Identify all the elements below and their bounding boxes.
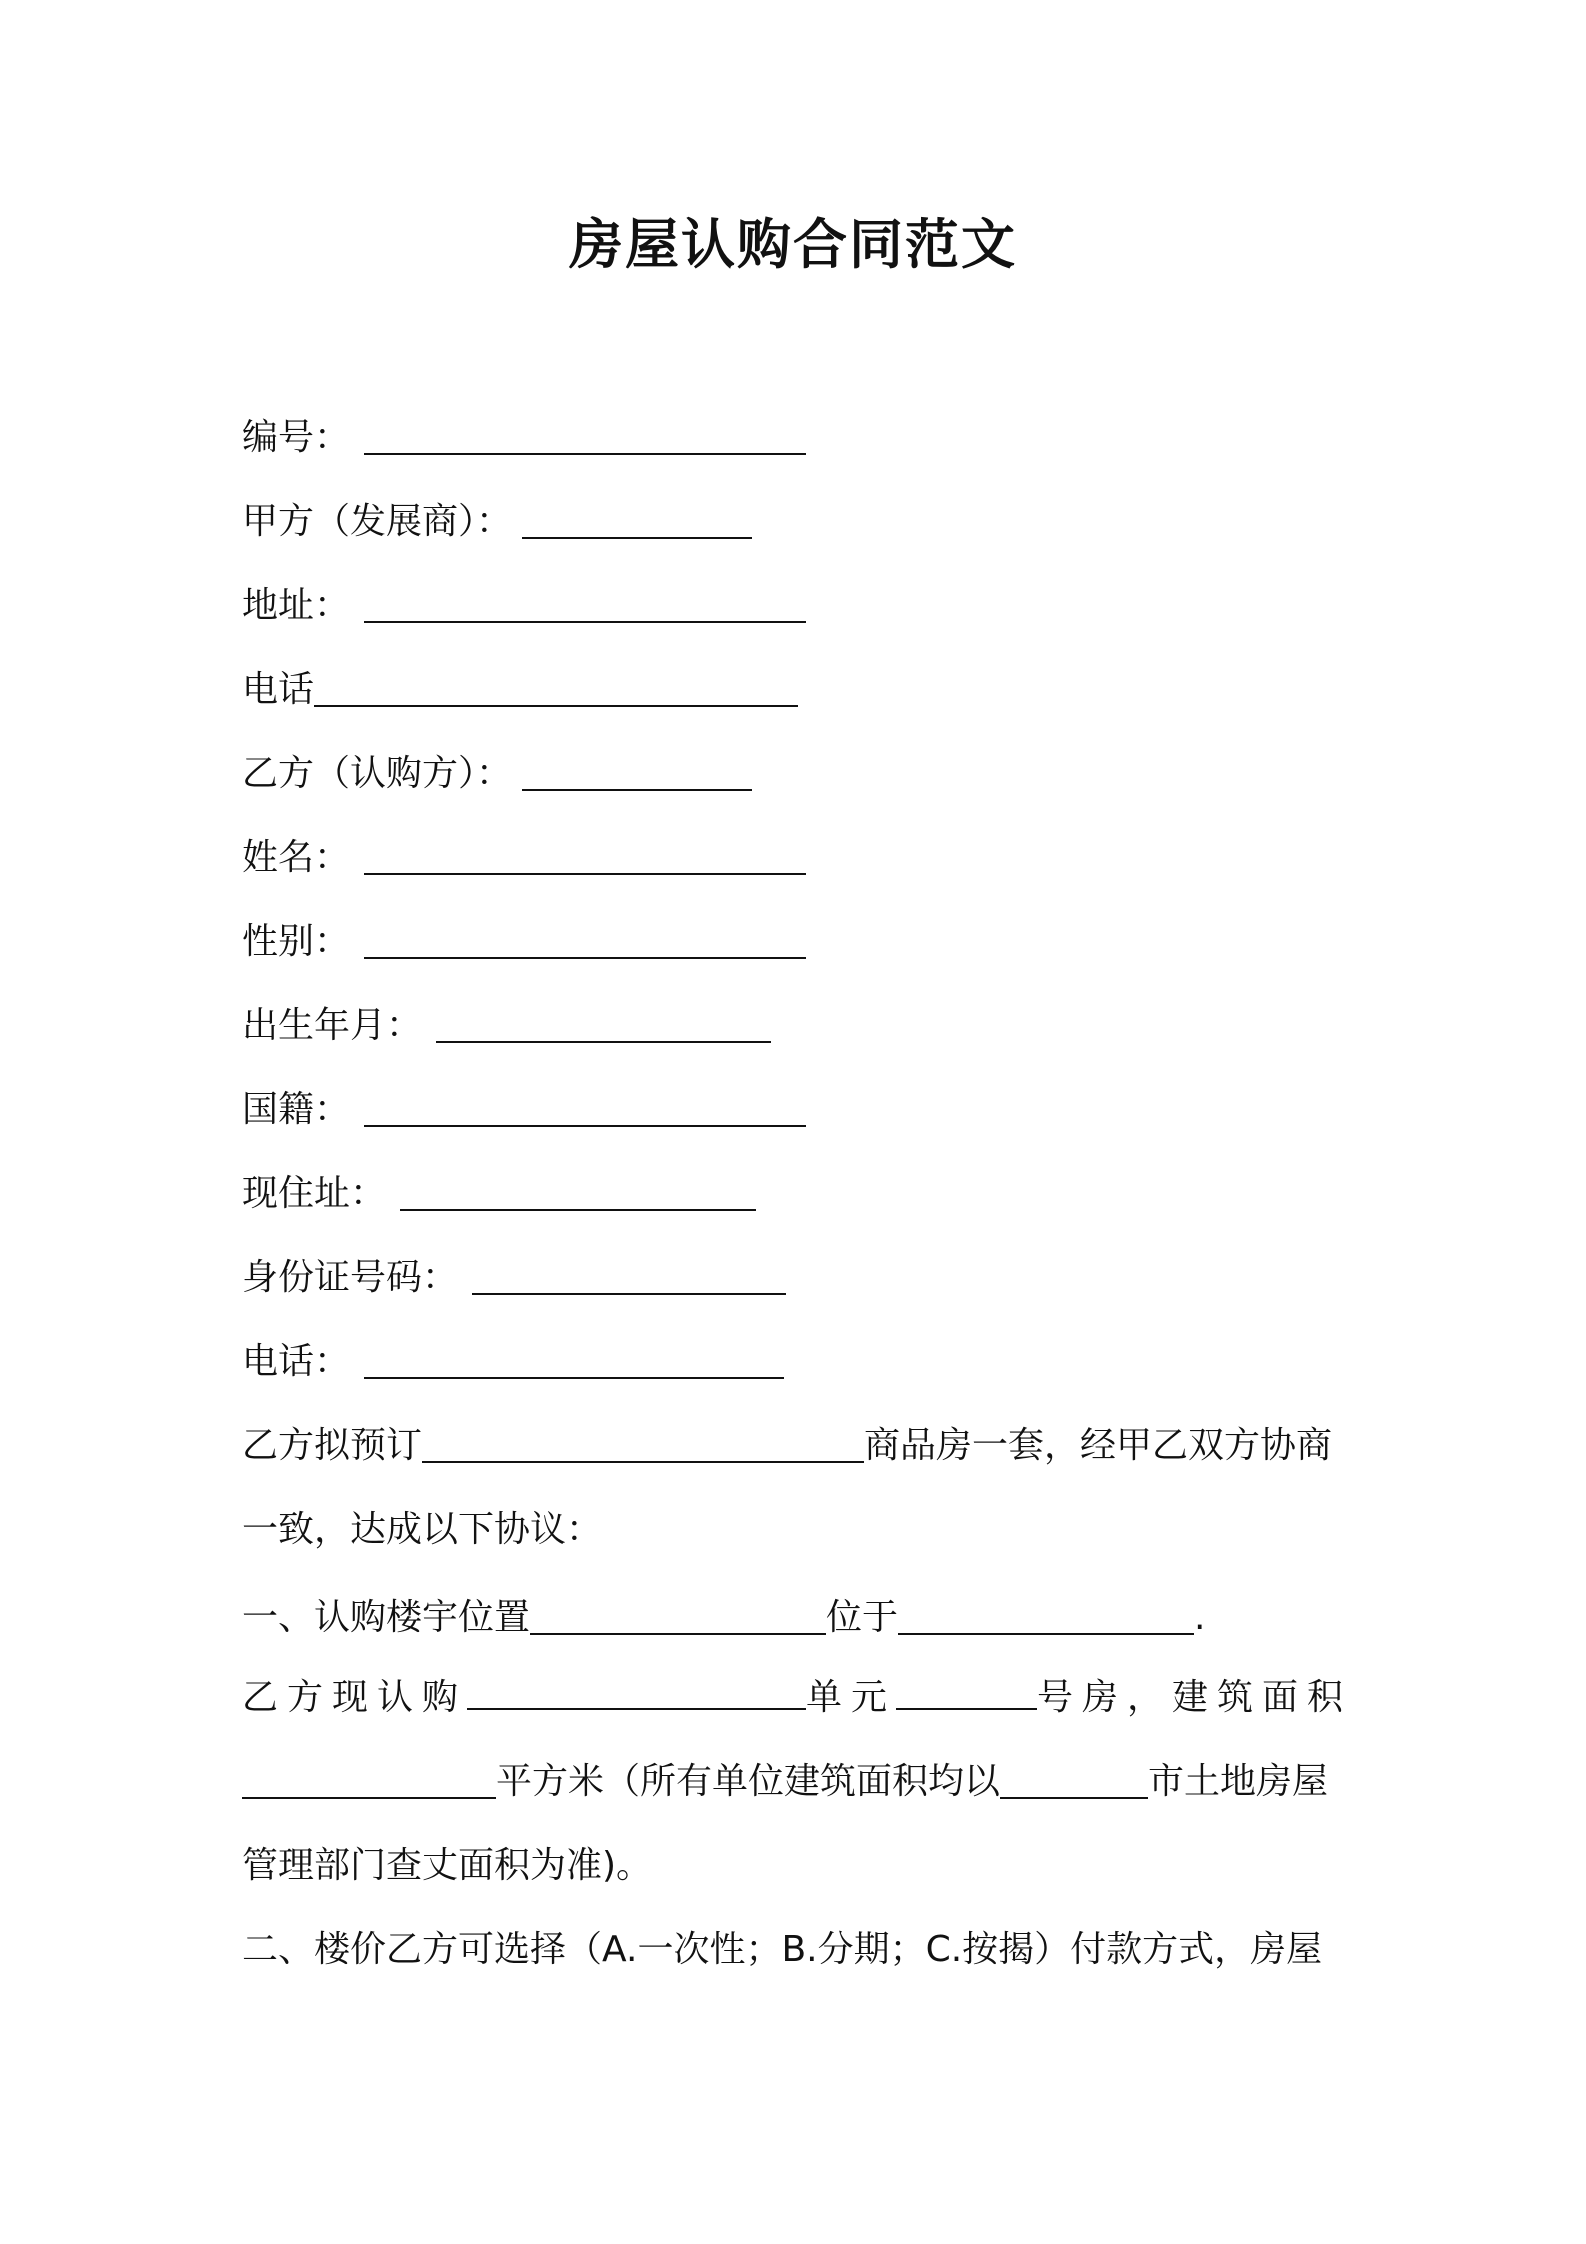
clause-text: . <box>1194 1597 1206 1638</box>
field-nationality <box>242 1080 806 1140</box>
blank-line[interactable] <box>522 497 752 539</box>
blank-line[interactable] <box>896 1668 1037 1710</box>
blank-line[interactable] <box>422 1421 864 1463</box>
blank-line[interactable] <box>472 1253 786 1295</box>
intro-line-1 <box>242 1416 1332 1476</box>
field-phone-b <box>242 1332 784 1392</box>
field-label: 地址： <box>242 585 351 626</box>
field-number <box>242 408 806 468</box>
intro-text: 商品房一套，经甲乙双方协商 <box>864 1425 1333 1466</box>
clause-text: 一、认购楼宇位置 <box>242 1597 531 1638</box>
field-label: 编号： <box>242 417 351 458</box>
field-label: 现住址： <box>242 1173 387 1214</box>
blank-line[interactable] <box>400 1169 756 1211</box>
field-label: 电话： <box>242 1341 351 1382</box>
field-gender <box>242 912 806 972</box>
blank-line[interactable] <box>1000 1757 1148 1799</box>
clause1-line-3 <box>242 1752 1328 1812</box>
field-label: 电话 <box>242 669 315 710</box>
clause-text: 市土地房屋 <box>1148 1761 1329 1802</box>
blank-line[interactable] <box>364 833 806 875</box>
clause2-line-1 <box>242 1920 1322 1980</box>
field-current-address <box>242 1164 756 1224</box>
field-party-b <box>242 744 752 804</box>
clause1-line-4 <box>242 1836 652 1896</box>
field-name <box>242 828 806 888</box>
blank-line[interactable] <box>314 665 798 707</box>
blank-line[interactable] <box>364 917 806 959</box>
clause1-line-2 <box>242 1668 1352 1728</box>
clause-text: 乙方现认购 <box>242 1677 468 1718</box>
clause-text: 平方米（所有单位建筑面积均以 <box>496 1761 1001 1802</box>
field-party-a <box>242 492 752 552</box>
blank-line[interactable] <box>364 1085 806 1127</box>
field-label: 出生年月： <box>242 1005 423 1046</box>
blank-line[interactable] <box>364 581 806 623</box>
clause-text: 号房，建筑面积 <box>1036 1677 1352 1718</box>
field-birth <box>242 996 771 1056</box>
field-label: 乙方（认购方）： <box>242 753 513 794</box>
intro-line-2 <box>242 1500 602 1560</box>
intro-text: 一致，达成以下协议： <box>242 1509 603 1550</box>
blank-line[interactable] <box>364 413 806 455</box>
clause-text: 管理部门查丈面积为准)。 <box>242 1845 653 1886</box>
field-address <box>242 576 806 636</box>
blank-line[interactable] <box>530 1593 826 1635</box>
blank-line[interactable] <box>898 1593 1194 1635</box>
blank-line[interactable] <box>364 1337 784 1379</box>
blank-line[interactable] <box>242 1757 496 1799</box>
blank-line[interactable] <box>522 749 752 791</box>
clause-text: 位于 <box>826 1597 899 1638</box>
field-label: 姓名： <box>242 837 351 878</box>
clause1-line-1 <box>242 1588 1205 1648</box>
intro-text: 乙方拟预订 <box>242 1425 423 1466</box>
document-title: 房屋认购合同范文 <box>569 213 1017 276</box>
clause-text: 二、楼价乙方可选择（A.一次性；B.分期；C.按揭）付款方式，房屋 <box>242 1929 1323 1970</box>
field-label: 国籍： <box>242 1089 351 1130</box>
blank-line[interactable] <box>436 1001 771 1043</box>
field-id-number <box>242 1248 786 1308</box>
field-phone-a <box>242 660 798 720</box>
clause-text: 单元 <box>806 1677 897 1718</box>
field-label: 性别： <box>242 921 351 962</box>
blank-line[interactable] <box>467 1668 806 1710</box>
field-label: 甲方（发展商）： <box>242 501 513 542</box>
field-label: 身份证号码： <box>242 1257 459 1298</box>
